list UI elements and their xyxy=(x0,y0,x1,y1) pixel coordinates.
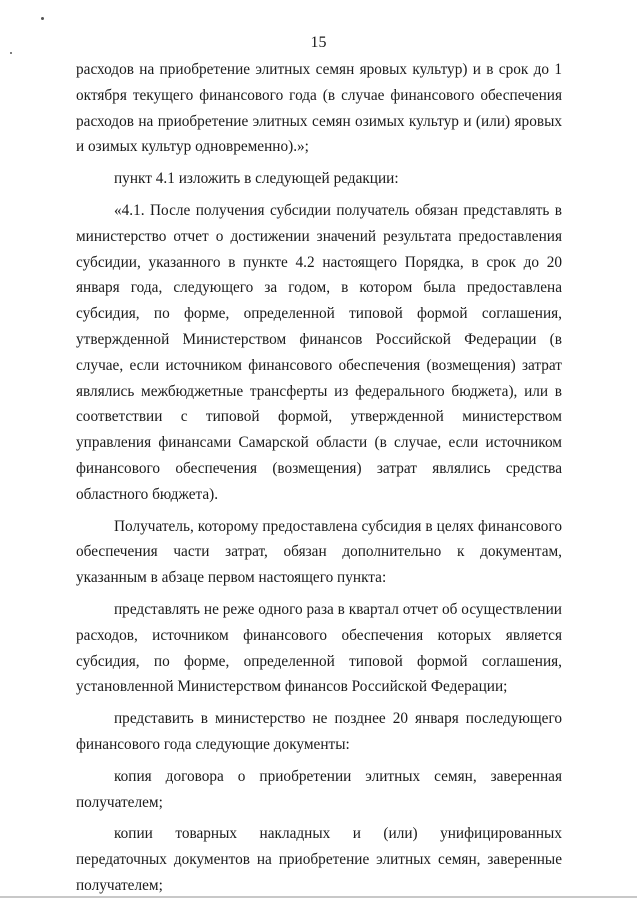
page-number: 15 xyxy=(310,34,327,51)
scan-speck xyxy=(41,17,44,20)
paragraph-invoice-copies: копии товарных накладных и (или) унифицированных передаточных документов на приобретение элитных семян, заверенные получателем; xyxy=(76,825,562,894)
paragraph-contract-copy: копия договора о приобретении элитных семян, заверенная получателем; xyxy=(76,767,562,811)
paragraph-submit-documents: представить в министерство не позднее 20 января последующего финансового года следующие документы: xyxy=(76,710,562,753)
document-body xyxy=(76,57,562,899)
paragraph-continuation: расходов на приобретение элитных семян яровых культур) и в срок до 1 октября текущего финансового года (в случае финансового обеспечения расходов на приобретение элитных семян озимых культур и (или) яровых и озимых культур одновременно).»; xyxy=(76,61,562,156)
scan-speck xyxy=(10,52,12,54)
paragraph-amendment-intro: пункт 4.1 изложить в следующей редакции: xyxy=(114,170,399,188)
paragraph-recipient-obligations: Получатель, которому предоставлена субсидия в целях финансового обеспечения части затрат, обязан дополнительно к документам, указанным в абзаце первом настоящего пункта: xyxy=(76,517,562,587)
paragraph-clause-4-1: «4.1. После получения субсидии получатель обязан представлять в министерство отчет о достижении значений результата предоставления субсидии, указанного в пункте 4.2 настоящего Порядка, в срок до 20 января года, следующего за годом, в котором была предоставлена субсидия, по форме, определенной типовой формой соглашения, утвержденной Министерством финансов Российской Федерации (в случае, если источником финансового обеспечения (возмещения) затрат являлись межбюджетные трансферты из федерального бюджета), или в соответствии с типовой формой, утвержденной министерством управления финансами Самарской области (в случае, если источником финансового обеспечения (возмещения) затрат являлись средства областного бюджета). xyxy=(76,201,562,503)
paragraph-quarterly-report: представлять не реже одного раза в квартал отчет об осуществлении расходов, источником финансового обеспечения которых является субсидия, по форме, определенной типовой формой соглашения, установленной Министерством финансов Российской Федерации; xyxy=(76,600,562,696)
scan-edge-line xyxy=(0,896,637,898)
